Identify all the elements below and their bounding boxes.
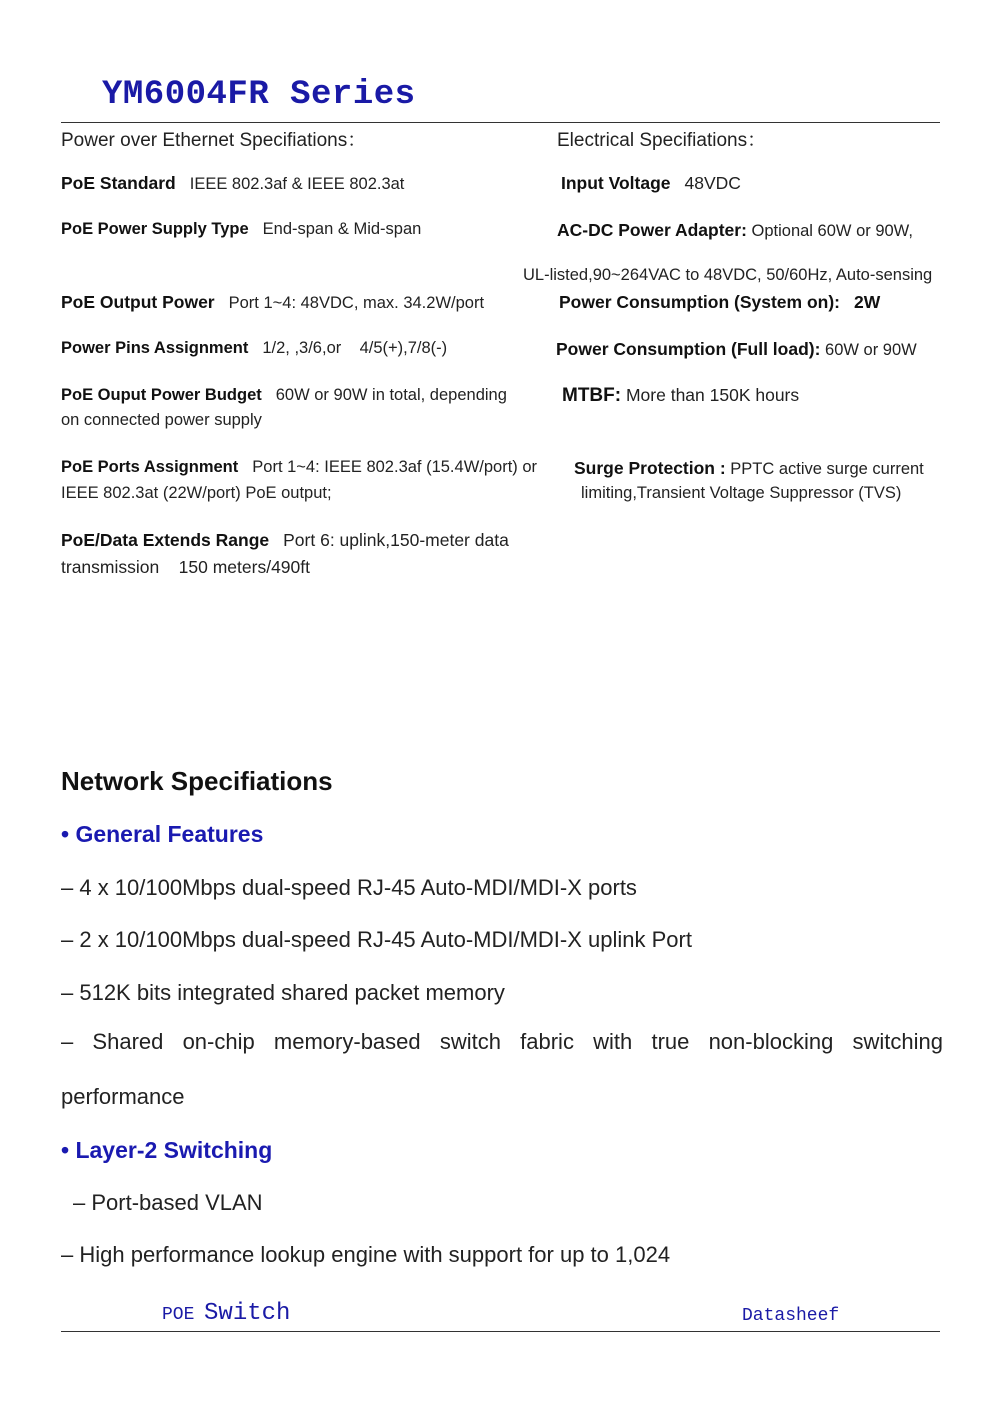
layer2-line: – High performance lookup engine with support for up to 1,024 [61,1242,671,1267]
page-title: YM6004FR Series [102,76,416,114]
spec-value: 48VDC [684,173,741,193]
poe-ports-assignment [61,458,537,477]
spec-label: MTBF: [562,385,622,406]
spec-label: PoE Ouput Power Budget [61,386,262,404]
poe-supply-type [61,220,421,239]
spec-label: Power Consumption (Full load): [556,339,821,359]
spec-value: More than 150K hours [625,385,800,405]
spec-label: PoE/Data Extends Range [61,530,270,550]
footer-product [162,1300,290,1327]
poe-standard [61,173,404,194]
layer2-line: – Port-based VLAN [73,1190,263,1215]
poe-extends-range-cont: transmission 150 meters/490ft [61,557,310,577]
header-rule [61,122,940,123]
spec-label: PoE Output Power [61,292,215,312]
poe-extends-range [61,530,509,551]
poe-section-heading: Power over Ethernet Specifiations： [61,130,367,151]
spec-value: Port 1~4: IEEE 802.3af (15.4W/port) or [252,458,538,476]
spec-value: End-span & Mid-span [262,220,422,238]
feature-line: – 512K bits integrated shared packet memory [61,980,505,1005]
spec-value: 60W or 90W [825,341,917,359]
spec-label: AC-DC Power Adapter: [557,220,747,240]
surge-protection-cont: limiting,Transient Voltage Suppressor (TVS) [581,484,902,502]
spec-label: Power Consumption (System on): [559,292,840,312]
power-consumption-full-load [556,339,917,360]
footer-product-large: Switch [204,1300,291,1327]
mtbf [562,385,799,407]
layer2-heading: • Layer-2 Switching [61,1137,273,1163]
spec-label: PoE Power Supply Type [61,220,249,238]
poe-output-power [61,292,484,313]
electrical-section-heading: Electrical Specifiations： [557,130,767,151]
feature-line: – 4 x 10/100Mbps dual-speed RJ-45 Auto-MDI/MDI-X ports [61,875,637,900]
power-consumption-system-on [559,292,880,313]
ac-dc-power-adapter-cont: UL-listed,90~264VAC to 48VDC, 50/60Hz, Auto-sensing [523,266,933,284]
spec-label: Input Voltage [561,173,671,193]
footer-rule [61,1331,940,1332]
spec-value: Port 6: uplink,150-meter data [283,530,509,550]
spec-value: 2W [853,292,881,312]
poe-power-budget [61,386,507,405]
feature-line: – Shared on-chip memory-based switch fabric with true non-blocking switching [61,1029,943,1054]
spec-value: 60W or 90W in total, depending [275,386,507,404]
spec-label: PoE Standard [61,173,176,193]
poe-ports-assignment-cont: IEEE 802.3at (22W/port) PoE output; [61,484,332,502]
surge-protection [574,458,924,479]
spec-value: PPTC active surge current [730,460,924,478]
footer-product-small: POE [162,1305,195,1325]
spec-value: Port 1~4: 48VDC, max. 34.2W/port [228,294,485,312]
spec-label: PoE Ports Assignment [61,458,239,476]
spec-value: IEEE 802.3af & IEEE 802.3at [189,175,405,193]
network-heading: Network Specifiations [61,766,333,796]
input-voltage [561,173,741,194]
spec-label: Surge Protection : [574,458,726,478]
ac-dc-power-adapter [557,220,913,241]
spec-value: Optional 60W or 90W, [751,222,913,240]
footer-datasheet: Datasheef [742,1306,840,1326]
power-pins-assignment [61,339,447,358]
feature-line: – 2 x 10/100Mbps dual-speed RJ-45 Auto-MDI/MDI-X uplink Port [61,927,692,952]
spec-label: Power Pins Assignment [61,339,249,357]
poe-power-budget-cont: on connected power supply [61,411,262,429]
spec-value: 1/2, ,3/6,or 4/5(+),7/8(-) [262,339,448,357]
feature-line: performance [61,1084,185,1109]
general-features-heading: • General Features [61,821,264,847]
